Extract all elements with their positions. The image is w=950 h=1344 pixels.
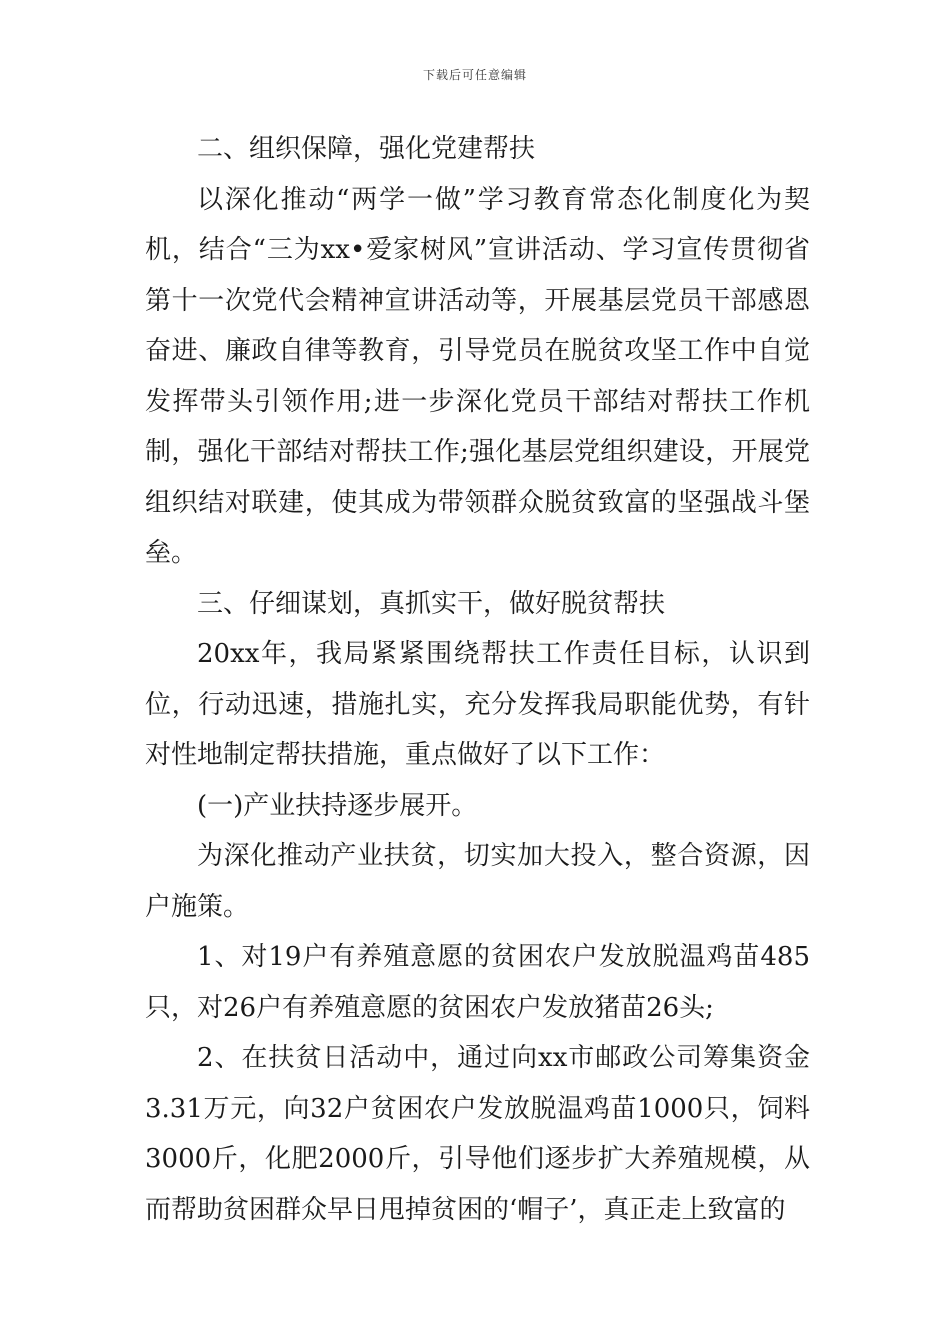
list-item-1: 1、对19户有养殖意愿的贫困农户发放脱温鸡苗485只，对26户有养殖意愿的贫困农户发放猪苗26头; xyxy=(145,942,810,1023)
document-body xyxy=(145,124,810,1235)
list-item-2: 2、在扶贫日活动中，通过向xx市邮政公司筹集资金3.31万元，向32户贫困农户发放脱温鸡苗1000只，饲料3000斤，化肥2000斤，引导他们逐步扩大养殖规模，从而帮助贫困群众早日甩掉贫困的‘帽子’，真正走上致富的 xyxy=(145,1043,810,1225)
page-header: 下载后可任意编辑 xyxy=(422,68,527,82)
paragraph-industry-support: 为深化推动产业扶贫，切实加大投入，整合资源，因户施策。 xyxy=(145,841,810,922)
subsection-heading-1: (一)产业扶持逐步展开。 xyxy=(197,790,478,821)
paragraph-work-summary: 20xx年，我局紧紧围绕帮扶工作责任目标，认识到位，行动迅速，措施扎实，充分发挥我局职能优势，有针对性地制定帮扶措施，重点做好了以下工作： xyxy=(145,639,810,770)
paragraph-party-building: 以深化推动“两学一做”学习教育常态化制度化为契机，结合“三为xx•爱家树风”宣讲活动、学习宣传贯彻省第十一次党代会精神宣讲活动等，开展基层党员干部感恩奋进、廉政自律等教育，引导党员在脱贫攻坚工作中自觉发挥带头引领作用;进一步深化党员干部结对帮扶工作机制，强化干部结对帮扶工作;强化基层党组织建设，开展党组织结对联建，使其成为带领群众脱贫致富的坚强战斗堡垒。 xyxy=(145,184,810,568)
section-heading-2: 二、组织保障，强化党建帮扶 xyxy=(197,134,536,164)
section-heading-3: 三、仔细谋划，真抓实干，做好脱贫帮扶 xyxy=(197,588,666,619)
